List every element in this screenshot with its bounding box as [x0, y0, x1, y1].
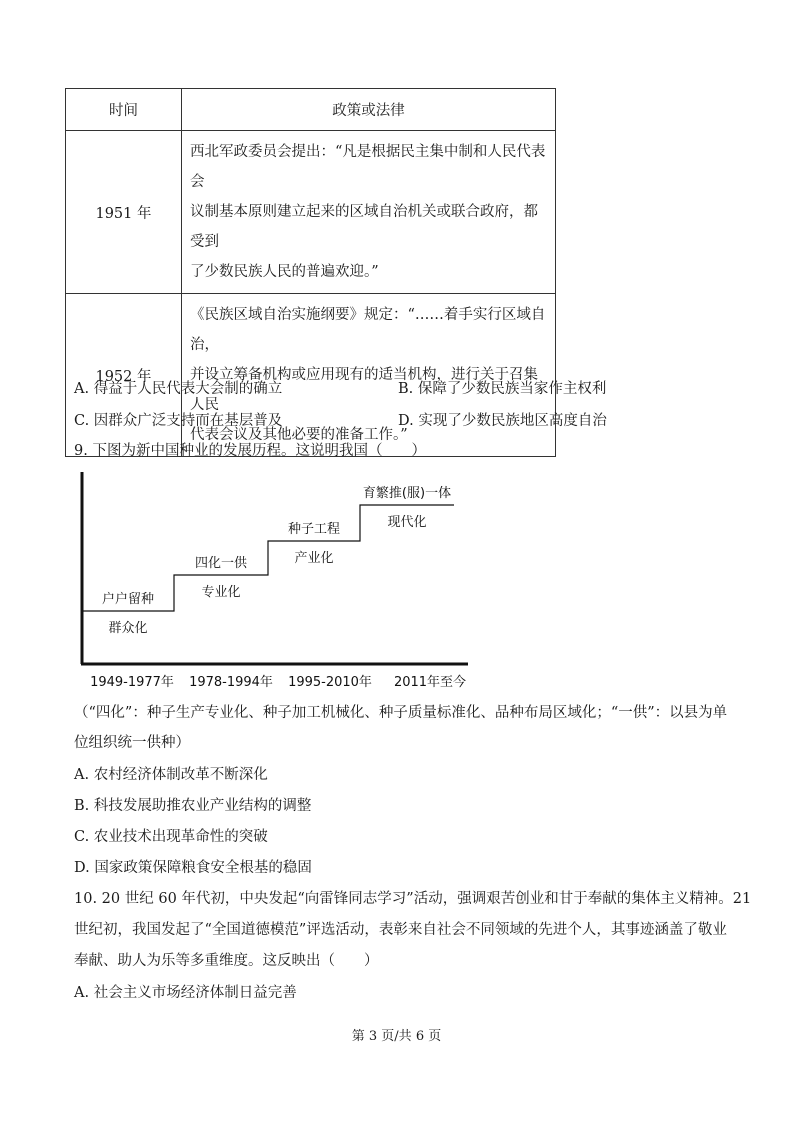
q9-option-a: A. 农村经济体制改革不断深化 [74, 767, 268, 783]
q8-option-c: C. 因群众广泛支持而在基层普及 [74, 413, 283, 429]
stage-top-label: 种子工程 [287, 522, 341, 537]
q8-option-a: A. 得益于人民代表大会制的确立 [74, 381, 283, 397]
text-line: 了少数民族人民的普遍欢迎。” [190, 264, 379, 280]
stage-bottom-label: 专业化 [201, 585, 241, 600]
period-tick-label: 1978-1994年 [189, 675, 273, 690]
q9-stem: 9. 下图为新中国种业的发展历程。这说明我国（ ） [74, 443, 426, 459]
q9-note-line-1: （“四化”：种子生产专业化、种子加工机械化、种子质量标准化、品种布局区域化；“一供”：以县为单 [74, 705, 728, 721]
stage-bottom-label: 群众化 [108, 621, 148, 636]
row-time: 1952 年 [66, 294, 182, 457]
row-policy-text [182, 131, 556, 294]
q9-note-line-2: 位组织统一供种） [74, 735, 190, 751]
header-policy: 政策或法律 [182, 89, 556, 131]
header-time: 时间 [66, 89, 182, 131]
period-tick-label: 1949-1977年 [90, 675, 174, 690]
text-line: 代表会议及其他必要的准备工作。” [190, 427, 408, 443]
policy-table [65, 88, 556, 457]
q8-option-d: D. 实现了少数民族地区高度自治 [398, 413, 607, 429]
row-time: 1951 年 [66, 131, 182, 294]
text-line: 《民族区域自治实施纲要》规定：“……着手实行区域自治， [190, 307, 546, 353]
table-row [66, 131, 556, 294]
page-footer: 第 3 页/共 6 页 [351, 1029, 442, 1044]
table-header-row [66, 89, 556, 131]
stage-top-label: 四化一供 [194, 556, 248, 571]
text-line: 西北军政委员会提出：“凡是根据民主集中制和人民代表会 [190, 144, 546, 190]
q9-option-c: C. 农业技术出现革命性的突破 [74, 829, 268, 845]
stage-top-label: 户户留种 [101, 592, 155, 607]
text-line: 议制基本原则建立起来的区域自治机关或联合政府，都受到 [190, 204, 538, 250]
seed-industry-step-chart [74, 472, 484, 694]
stage-bottom-label: 产业化 [294, 551, 334, 566]
table-row [66, 294, 556, 457]
stage-bottom-label: 现代化 [387, 515, 427, 530]
text-line: 并设立筹备机构或应用现有的适当机构，进行关于召集人民 [190, 367, 538, 413]
q10-line-3: 奉献、助人为乐等多重维度。这反映出（ ） [74, 953, 379, 969]
q10-line-1: 10. 20 世纪 60 年代初，中央发起“向雷锋同志学习”活动，强调艰苦创业和甘于奉献的集体主义精神。21 [74, 891, 752, 907]
chart-labels [90, 485, 466, 690]
q10-option-a: A. 社会主义市场经济体制日益完善 [74, 985, 297, 1001]
q9-option-d: D. 国家政策保障粮食安全根基的稳固 [74, 860, 312, 876]
q10-line-2: 世纪初，我国发起了“全国道德模范”评选活动，表彰来自社会不同领域的先进个人，其事迹涵盖了敬业 [74, 922, 727, 938]
row-policy-text [182, 294, 556, 457]
q8-option-b: B. 保障了少数民族当家作主权利 [398, 381, 607, 397]
period-tick-label: 1995-2010年 [288, 675, 372, 690]
period-tick-label: 2011年至今 [393, 675, 467, 690]
q9-option-b: B. 科技发展助推农业产业结构的调整 [74, 798, 312, 814]
stage-top-label: 育繁推(服)一体 [362, 486, 452, 501]
